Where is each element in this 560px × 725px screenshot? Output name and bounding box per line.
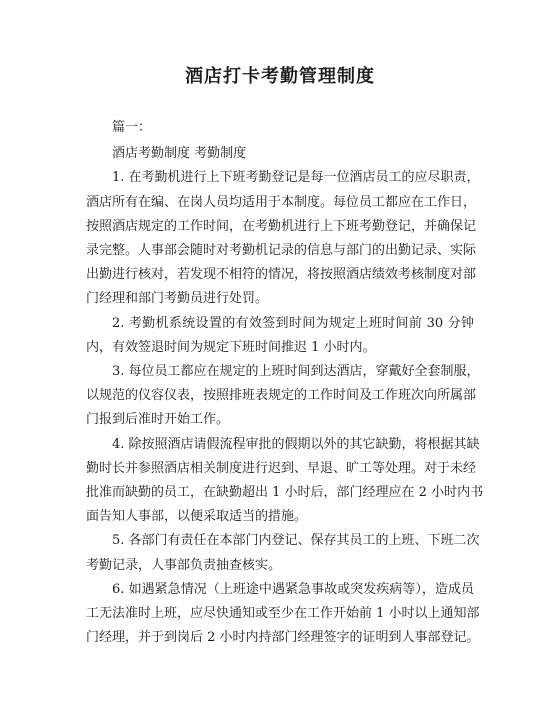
- subheading: 酒店考勤制度 考勤制度: [112, 146, 247, 162]
- paragraph-line: 录完整。人事部会随时对考勤机记录的信息与部门的出勤记录、实际: [86, 243, 477, 259]
- paragraph-line: 门经理和部门考勤员进行处罚。: [86, 291, 269, 307]
- paragraph: [86, 312, 474, 360]
- paragraph-line: 考勤记录，人事部负责抽查核实。: [86, 557, 282, 573]
- document-title: 酒店打卡考勤管理制度: [185, 66, 375, 87]
- paragraph-line: 批准而缺勤的员工，在缺勤超出 1 小时后，部门经理应在 2 小时内书: [86, 485, 484, 501]
- paragraph-line: 内，有效签退时间为规定下班时间推迟 1 小时内。: [86, 339, 376, 355]
- paragraph-line: 1. 在考勤机进行上下班考勤登记是每一位酒店员工的应尽职责，: [112, 170, 480, 186]
- paragraph-line: 按照酒店规定的工作时间，在考勤机进行上下班考勤登记，并确保记: [86, 218, 477, 234]
- paragraph: [86, 166, 480, 311]
- paragraph-line: 2. 考勤机系统设置的有效签到时间为规定上班时间前 30 分钟: [112, 315, 474, 331]
- paragraph-line: 勤时长并参照酒店相关制度进行迟到、早退、旷工等处理。对于未经: [86, 460, 477, 476]
- paragraph-line: 门报到后准时开始工作。: [86, 412, 230, 428]
- paragraph: [86, 360, 480, 433]
- paragraph-line: 以规范的仪容仪表，按照排班表规定的工作时间及工作班次向所属部: [86, 388, 477, 404]
- paragraph-list: [86, 166, 484, 650]
- paragraph-line: 4. 除按照酒店请假流程审批的假期以外的其它缺勤，将根据其缺: [112, 436, 480, 452]
- paragraph-line: 5. 各部门有责任在本部门内登记、保存其员工的上班、下班二次: [112, 533, 480, 549]
- paragraph-line: 出勤进行核对，若发现不相符的情况，将按照酒店绩效考核制度对部: [86, 267, 477, 283]
- paragraph: [86, 578, 480, 651]
- paragraph-line: 面告知人事部，以便采取适当的措施。: [86, 509, 308, 525]
- part-label: 篇一：: [112, 120, 152, 135]
- paragraph-line: 6. 如遇紧急情况（上班途中遇紧急事故或突发疾病等），造成员: [112, 581, 474, 597]
- paragraph-line: 3. 每位员工都应在规定的上班时间到达酒店，穿戴好全套制服，: [112, 364, 480, 380]
- paragraph: [86, 433, 484, 530]
- paragraph-line: 门经理，并于到岗后 2 小时内持部门经理签字的证明到人事部登记。: [86, 630, 480, 646]
- paragraph: [86, 529, 480, 577]
- paragraph-line: 酒店所有在编、在岗人员均适用于本制度。每位员工都应在工作日，: [86, 194, 477, 210]
- paragraph-line: 工无法准时上班，应尽快通知或至少在工作开始前 1 小时以上通知部: [86, 606, 480, 622]
